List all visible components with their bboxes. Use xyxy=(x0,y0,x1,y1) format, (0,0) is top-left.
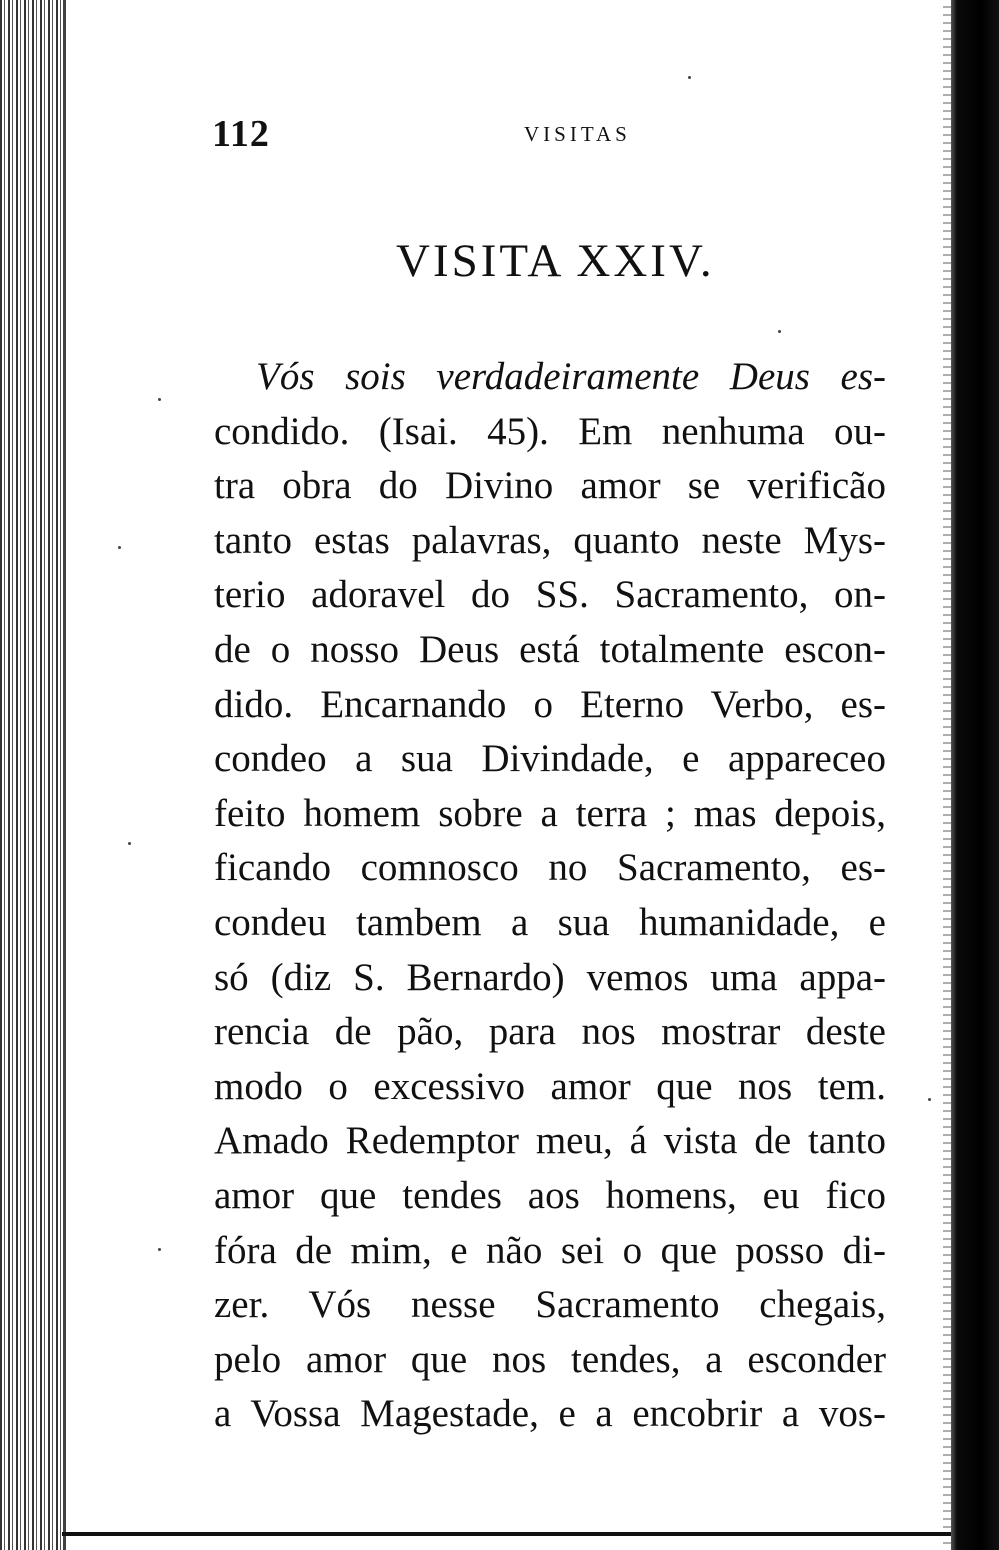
body-paragraph xyxy=(214,350,886,1442)
running-head xyxy=(212,112,652,155)
text-line: Amado Redemptor meu, á vista de tanto xyxy=(214,1119,886,1163)
text-line: de o nosso Deus está totalmente escon- xyxy=(214,627,886,671)
scan-speck xyxy=(928,1098,931,1101)
text-line: só (diz S. Bernardo) vemos uma appa- xyxy=(214,955,886,999)
text-line: rencia de pão, para nos mostrar deste xyxy=(214,1010,886,1054)
text-line: tanto estas palavras, quanto neste Mys- xyxy=(214,518,886,562)
text-line: amor que tendes aos homens, eu fico xyxy=(214,1173,886,1217)
chapter-title: VISITA XXIV. xyxy=(396,235,715,287)
scan-speck xyxy=(688,76,691,79)
page-fore-edge xyxy=(951,0,999,1550)
text-line: tra obra do Divino amor se verificão xyxy=(214,464,886,508)
text-line: condido. (Isai. 45). Em nenhuma ou- xyxy=(214,409,886,453)
text-line: fóra de mim, e não sei o que posso di- xyxy=(214,1228,886,1272)
running-title: VISITAS xyxy=(524,122,631,146)
text-line: modo o excessivo amor que nos tem. xyxy=(214,1064,886,1108)
text-line: terio adoravel do SS. Sacramento, on- xyxy=(214,573,886,617)
text-line: feito homem sobre a terra ; mas depois, xyxy=(214,791,886,835)
page-number: 112 xyxy=(212,113,270,155)
text-line: a Vossa Magestade, e a encobrir a vos- xyxy=(214,1392,886,1436)
scan-speck xyxy=(778,330,781,333)
text-line: zer. Vós nesse Sacramento chegais, xyxy=(214,1283,886,1327)
text-line: condeo a sua Divindade, e appareceo xyxy=(214,737,886,781)
text-line: ficando comnosco no Sacramento, es- xyxy=(214,846,886,890)
scan-speck xyxy=(158,1248,161,1251)
italic-quote: Vós sois verdadeiramente Deus es- xyxy=(256,355,886,398)
page-bottom-edge xyxy=(62,1532,951,1536)
scan-speck xyxy=(118,546,121,549)
text-line xyxy=(214,350,886,405)
scan-speck xyxy=(158,398,161,401)
text-line: pelo amor que nos tendes, a esconder xyxy=(214,1337,886,1381)
scan-speck xyxy=(128,842,131,845)
text-line: condeu tambem a sua humanidade, e xyxy=(214,900,886,944)
text-line: dido. Encarnando o Eterno Verbo, es- xyxy=(214,682,886,726)
book-gutter xyxy=(0,0,62,1550)
